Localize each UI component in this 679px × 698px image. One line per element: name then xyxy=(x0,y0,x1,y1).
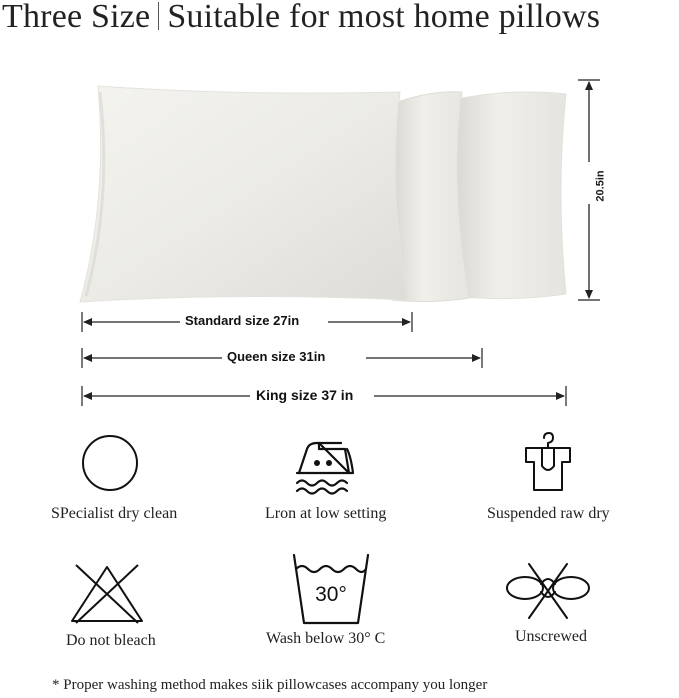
queen-size-label: Queen size 31in xyxy=(223,349,329,364)
care-label-wash-temp: Wash below 30° C xyxy=(266,630,386,647)
iron-icon xyxy=(293,433,373,495)
hanging-shirt-icon xyxy=(520,430,576,496)
pillow-king xyxy=(452,92,566,299)
care-label-no-wring: Unscrewed xyxy=(515,628,587,645)
no-wring-icon xyxy=(503,560,593,624)
title-right: Suitable for most home pillows xyxy=(167,0,601,35)
king-size-label: King size 37 in xyxy=(252,387,357,403)
wash-tub-icon xyxy=(290,551,372,627)
pillow-queen xyxy=(392,92,470,302)
care-label-no-bleach: Do not bleach xyxy=(66,632,156,649)
title-left: Three Size xyxy=(2,0,151,35)
care-label-dry-clean: SPecialist dry clean xyxy=(51,505,178,522)
pillow-standard xyxy=(80,86,408,302)
care-label-hang-dry: Suspended raw dry xyxy=(487,505,610,522)
no-bleach-icon xyxy=(68,561,146,625)
circle-icon xyxy=(80,433,142,495)
wash-temp-text: 30° xyxy=(315,583,347,606)
height-label: 20.5in xyxy=(594,170,607,202)
standard-size-label: Standard size 27in xyxy=(181,313,303,328)
footnote: * Proper washing method makes siik pillowcases accompany you longer xyxy=(52,677,488,693)
care-label-iron: Lron at low setting xyxy=(265,505,387,522)
